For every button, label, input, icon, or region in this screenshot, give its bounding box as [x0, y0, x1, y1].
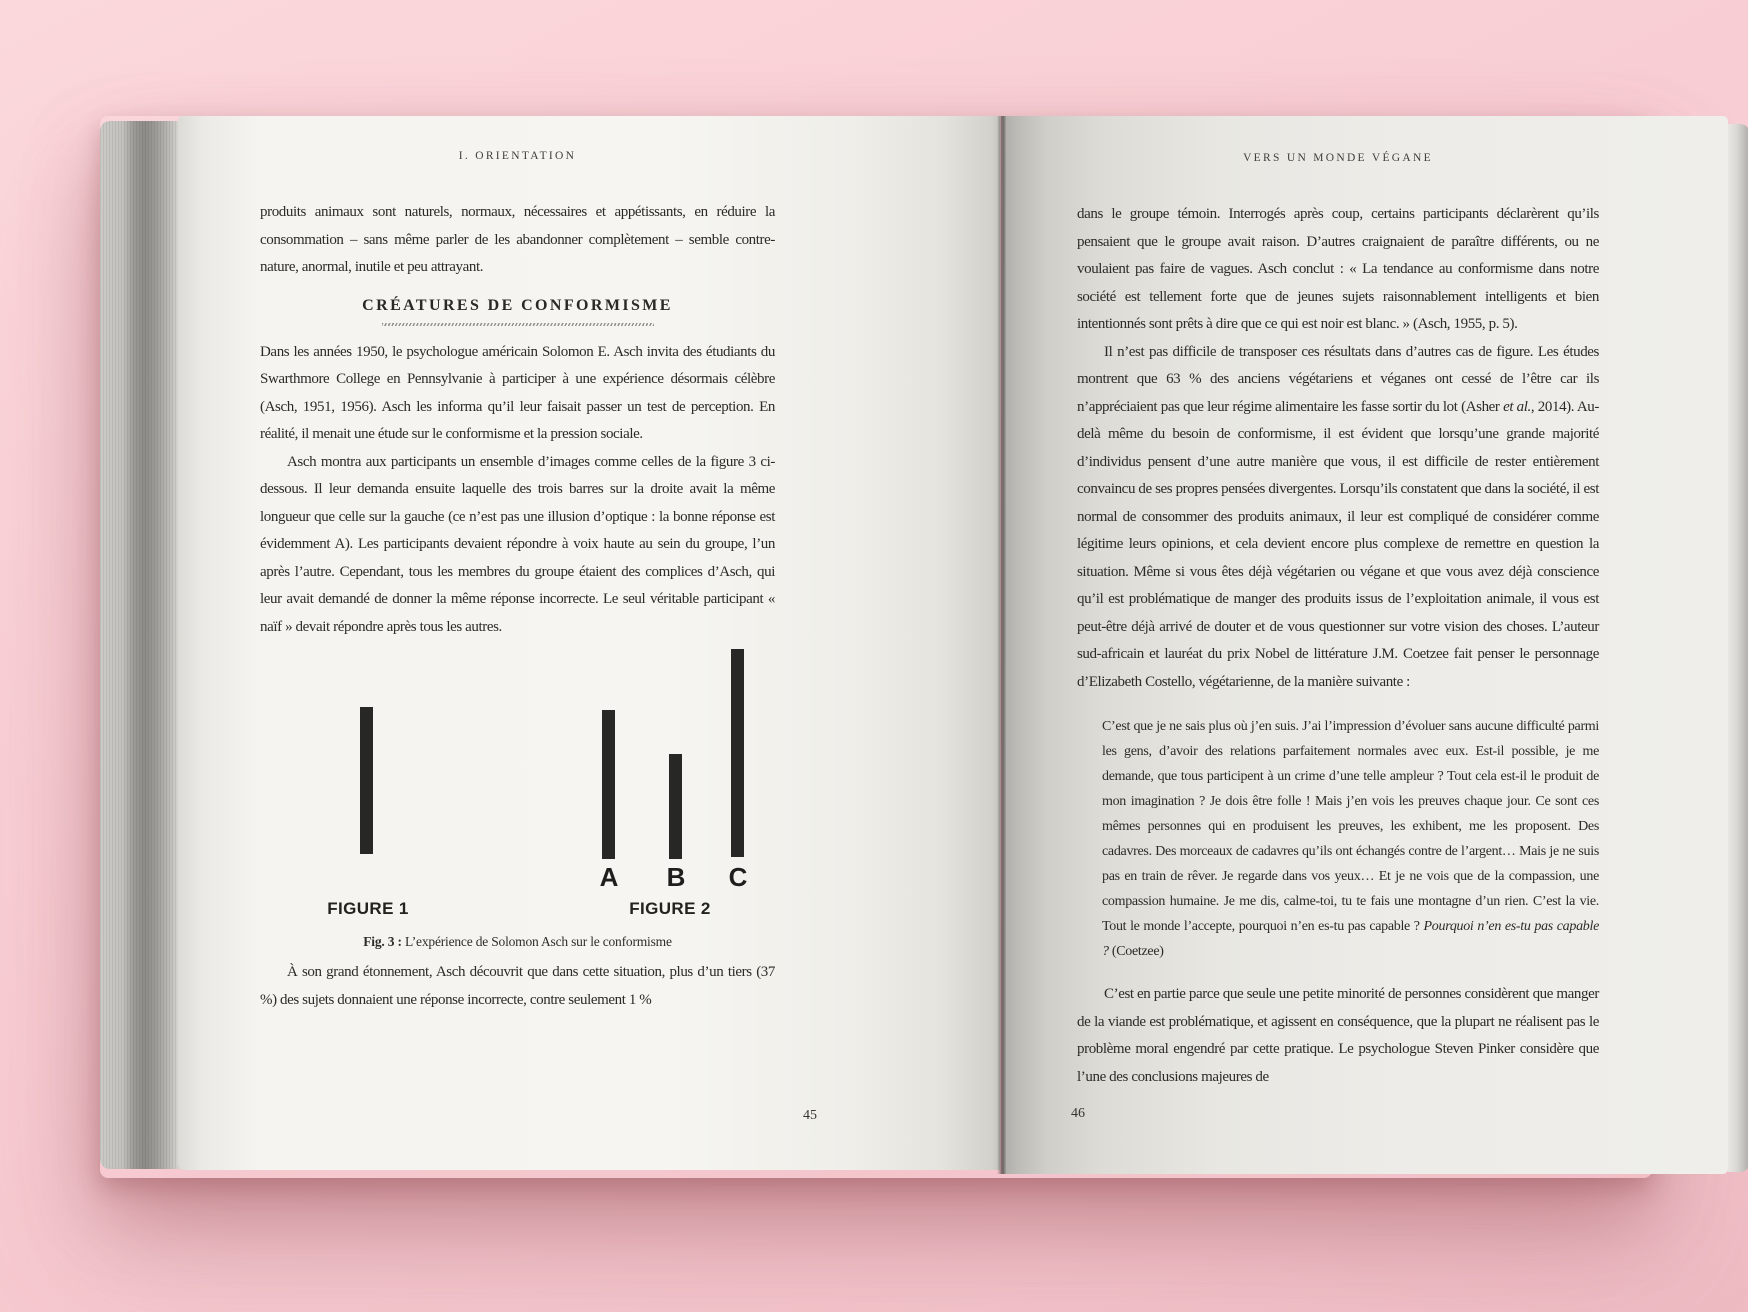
left-page-content [260, 148, 775, 1014]
transpose-text-pre: Il n’est pas difficile de transposer ces résultats dans d’autres cas de figure. Les études montrent que 63 % des anciens végétariens et véganes ont cessé de l’être car ils n’appréciaient pas que leur régime alimentaire les fasse sortir du lot (Asher [1077, 343, 1599, 415]
right-page [1003, 116, 1728, 1174]
quote-attribution: (Coetzee) [1108, 944, 1164, 959]
quote-text: C’est que je ne sais plus où j’en suis. J’ai l’impression d’évoluer sans aucune difficulté parmi les gens, d’avoir des relations parfaitement normales avec eux. Est-il possible, je me demande, que tous participent à un crime d’une telle ampleur ? Tout cela est-il le produit de mon imagination ? Je dois être folle ! Mais j’en vois les preuves chaque jour. Ce sont ces mêmes personnes qui en produisent les preuves, les exhibent, me les proposent. Des cadavres. Des morceaux de cadavres qu’ils ont échangés contre de l’argent… Mais je ne suis pas en train de rêver. Je regarde dans vos yeux… Et je ne vois que de la compassion, une compassion humaine. Je me dis, calme-toi, tu te fais une montagne d’un rien. C’est la vie. Tout le monde l’accepte, pourquoi n’en es-tu pas capable ? [1102, 719, 1599, 934]
right-page-content [1077, 150, 1599, 1091]
figure2-bar-c [731, 649, 744, 857]
figure-bars-area [260, 641, 775, 859]
figure1-reference-bar [360, 707, 373, 854]
figure-caption-text: L’expérience de Solomon Asch sur le conformisme [401, 934, 672, 949]
bar-label-c: C [728, 862, 748, 892]
left-page [178, 116, 1000, 1170]
figure1-label: FIGURE 1 [327, 899, 409, 918]
quote-italic-repeat: Pourquoi n’en es-tu pas capable ? [1102, 919, 1599, 959]
heading-ornament-rule [382, 323, 654, 326]
continuation-paragraph: produits animaux sont naturels, normaux, nécessaires et appétissants, en réduire la consommation – sans même parler de les abandonner complètement – semble contre-nature, anormal, inutile et peu attrayant. [260, 204, 775, 275]
asch-experiment-paragraph: Asch montra aux participants un ensemble d’images comme celles de la figure 3 ci-dessous. Il leur demanda ensuite laquelle des trois barres sur la droite avait la même longueur que celle sur la gauche (ce n’est pas une illusion d’optique : la bonne réponse est évidemment A). Les participants devaient répondre à voix haute au sein du groupe, l’un après l’autre. Cependant, tous les membres du groupe étaient des complices d’Asch, qui leur avait demandé de donner la même réponse incorrecte. Le seul véritable participant « naïf » devait répondre après tous les autres. [260, 453, 775, 635]
right-page-edge [1728, 124, 1748, 1172]
transpose-results-paragraph [1077, 339, 1599, 697]
bar-label-a: A [599, 862, 619, 892]
figure2-bar-a [602, 710, 615, 859]
figure2-label: FIGURE 2 [629, 899, 711, 918]
coetzee-quote-block [1102, 714, 1599, 964]
figure2-bar-b [669, 754, 682, 859]
transpose-text-post: , 2014). Au-delà même du besoin de conformisme, il est évident que lorsqu’une grande majorité d’individus pensent d’une autre manière que vous, il est difficile de rester entièrement convaincu de ses propres pensées divergentes. Lorsqu’ils constatent que dans la société, il est normal de consommer des produits animaux, il leur est compliqué de considérer comme légitime leurs opinions, et cela devient encore plus complexe de remettre en question la situation. Même si vous êtes déjà végétarien ou végane et que vous avez déjà conscience qu’il est problématique de manger des produits issus de l’exploitation animale, il vous est peut-être déjà arrivé de douter et de vous questionner sur votre vision des choses. L’auteur sud-africain et lauréat du prix Nobel de littérature J.M. Coetzee fait penser le personnage d’Elizabeth Costello, végétarienne, de la manière suivante : [1077, 398, 1599, 690]
bar-label-b: B [666, 862, 686, 892]
left-running-head: I. ORIENTATION [458, 150, 577, 162]
asch-conclusion-paragraph: dans le groupe témoin. Interrogés après coup, certains participants déclarèrent qu’ils pensaient que le groupe avait raison. D’autres craignaient de paraître différents, ou ne voulaient pas faire de vagues. Asch conclut : « La tendance au conformisme dans notre société est tellement forte que de jeunes sujets raisonnablement intelligents et bien intentionnés sont prêts à dire que ce qui est noir est blanc. » (Asch, 1955, p. 5). [1077, 206, 1599, 332]
pinker-paragraph: C’est en partie parce que seule une petite minorité de personnes considèrent que manger de la viande est problématique, et agissent en conséquence, que la plupart ne réalisent pas le problème moral engendré par cette pratique. Le psychologue Steven Pinker considère que l’une des conclusions majeures de [1077, 986, 1599, 1085]
right-running-head: VERS UN MONDE VÉGANE [1243, 152, 1433, 164]
section-heading: CRÉATURES DE CONFORMISME [362, 296, 673, 314]
left-page-stack-edge [100, 121, 180, 1169]
book-spine-gutter [997, 116, 1006, 1174]
transpose-etal-italic: et al. [1503, 398, 1531, 415]
asch-intro-paragraph: Dans les années 1950, le psychologue américain Solomon E. Asch invita des étudiants du Swarthmore College en Pennsylvanie à participer à une expérience désormais célèbre (Asch, 1951, 1956). Asch les informa qu’il leur faisait passer un test de perception. En réalité, il menait une étude sur le conformisme et la pression sociale. [260, 343, 775, 442]
figure-caption-number: Fig. 3 : [363, 934, 402, 949]
open-book [100, 116, 1652, 1178]
page-number-left: 45 [803, 1108, 817, 1123]
figure-caption [260, 934, 775, 950]
asch-result-paragraph: À son grand étonnement, Asch découvrit que dans cette situation, plus d’un tiers (37 %) des sujets donnaient une réponse incorrecte, contre seulement 1 % [260, 964, 775, 1008]
page-number-right: 46 [1071, 1106, 1085, 1121]
figure-3-asch-experiment [260, 641, 775, 959]
